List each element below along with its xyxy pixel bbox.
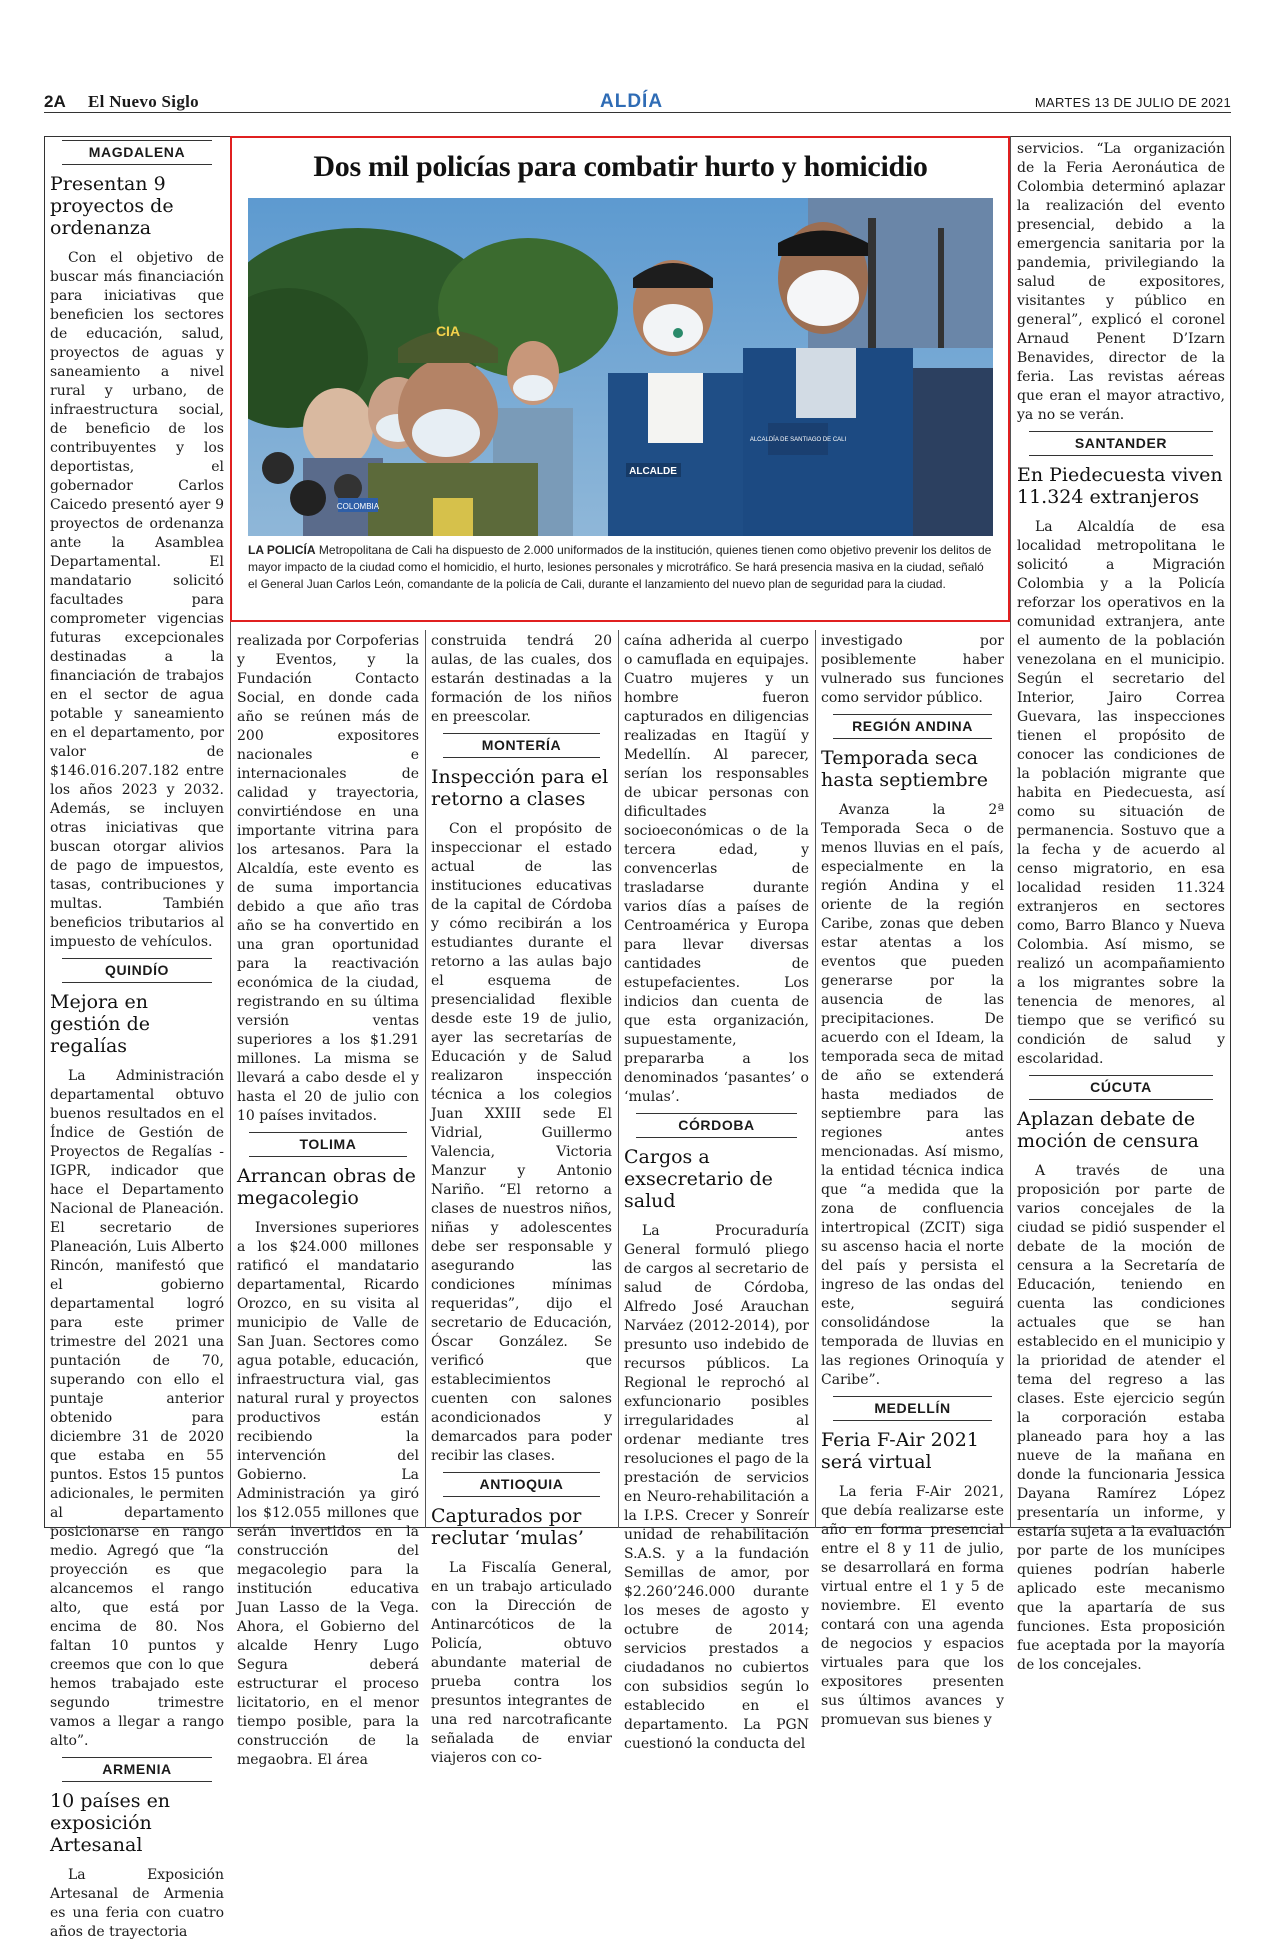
microphone-lettering: COLOMBIA [336, 502, 380, 511]
article-body: Con el objetivo de buscar más financiación para iniciativas que beneficien los sectores de educación, salud, proyectos de aguas y saneamiento a nivel rural y urbano, de infraestructura social, de beneficio de los contribuyentes y los deportistas, el gobernador Carlos Caicedo presentó ayer 9 proyectos de ordenanza ante la Asamblea Departamental. El mandatario solicitó facultades para comprometer vigencias futuras excepcionales destinadas a la financiación de trabajos en el sector de agua potable y saneamiento en el departamento, por valor de $146.016.207.182 entre los años 2023 y 2032. Además, se incluyen otras iniciativas que buscan otorgar alivios de pago de impuestos, tasas, contribuciones y multas. También beneficios tributarios al impuesto de vehículos. [50, 250, 224, 950]
column-5 [821, 632, 1004, 1730]
headline: Cargos a exsecretario de salud [624, 1146, 773, 1212]
article-continuation: construida tendrá 20 aulas, de las cuales, dos estarán destinadas a la formación de los niños en preescolar. [431, 633, 612, 725]
article-body: La Alcaldía de esa localidad metropolitana le solicitó a Migración Colombia y a la Policía reforzar los operativos en la comunidad extranjera, ante el aumento de la población venezolana en el municipio. Según el secretario del Interior, Jairo Correa Guevara, las inspecciones tienen el propósito de conocer las condiciones de la población migrante que habita en Piedecuesta, así como su situación de permanencia. Sostuvo que a la fecha y de acuerdo al censo migratorio, en esa localidad residen 11.324 extranjeros en sectores como, Barro Blanco y Nueva Colombia. Así mismo, se realizó un acompañamiento a los migrantes sobre la tenencia de menores, al tiempo que se verificó su condición de salud y escolaridad. [1017, 519, 1225, 1067]
section-kicker: ARMENIA [62, 1757, 212, 1782]
header-rule [44, 112, 1231, 113]
headline: Presentan 9 proyectos de ordenanza [50, 173, 174, 239]
vest-lettering-alcalde: ALCALDE [629, 466, 677, 477]
section-kicker: QUINDÍO [62, 958, 212, 983]
article-continuation: caína adherida al cuerpo o camuflada en equipajes. Cuatro mujeres y un hombre fueron capturados en diligencias realizadas en Itagüí y Medellín. Al parecer, serían los responsables de ubicar personas con dificultades socioeconómicas o de la tercera edad, y convencerlas de trasladarse durante varios días a países de Centroamérica y Europa para llevar diversas cantidades de estupefacientes. Los indicios dan cuenta de que esta organización, supuestamente, prepararba a los denominados ‘pasantes’ o ‘mulas’. [624, 633, 809, 1105]
column-divider [618, 630, 619, 1528]
vest-lettering-alcaldia: ALCALDÍA DE SANTIAGO DE CALI [749, 437, 847, 443]
headline: Aplazan debate de moción de censura [1017, 1108, 1199, 1152]
caption-text: Metropolitana de Cali ha dispuesto de 2.000 uniformados de la institución, quienes tienen como objetivo prevenir los delitos de mayor impacto de la ciudad como el homicidio, el hurto, lesiones personales y microtráfico. Se hará presencia masiva en la ciudad, señaló el General Juan Carlos León, comandante de la policía de Cali, durante el lanzamiento del nuevo plan de seguridad para la ciudad. [248, 543, 992, 591]
article-body: La Fiscalía General, en un trabajo articulado con la Dirección de Antinarcóticos de la Policía, obtuvo abundante material de prueba contra los presuntos integrantes de una red narcotraficante señalada de enviar viajeros con co- [431, 1560, 612, 1766]
headline: Inspección para el retorno a clases [431, 766, 609, 810]
headline: Temporada seca hasta septiembre [821, 747, 988, 791]
article-body: Con el propósito de inspeccionar el estado actual de las instituciones educativas de la capital de Córdoba y cómo recibirán a los estudiantes durante el retorno a las aulas bajo el esquema de presencialidad flexible desde este 19 de julio, ayer las secretarías de Educación y de Salud realizaron inspección técnica a los colegios Juan XXIII sede El Vidrial, Guillermo Valencia, Victoria Manzur y Antonio Nariño. “El retorno a clases de nuestros niños, niñas y adolescentes debe ser responsable y asegurando las condiciones mínimas requeridas”, dijo el secretario de Educación, Óscar González. Se verificó que establecimientos cuenten con salones acondicionados y demarcados para poder recibir las clases. [431, 821, 612, 1464]
article-continuation: investigado por posiblemente haber vulnerado sus funciones como servidor público. [821, 633, 1004, 706]
section-kicker: MONTERÍA [443, 733, 600, 758]
page-number: 2A [44, 92, 66, 111]
article-body: A través de una proposición por parte de varios concejales de la ciudad se pidió suspender el debate de la moción de censura a la Secretaría de Educación, teniendo en cuenta las condiciones actuales que se han establecido en el municipio y la prioridad de atender el tema del regreso a las clases. Este ejercicio según la corporación estaba planeado para hoy a las nueve de la mañana en donde la funcionaria Jessica Dayana Ramírez López presentaría un informe, y estaría sujeta a la evaluación por parte de los munícipes quienes podrían haberle aplicado este mecanismo que la apartaría de sus funciones. Esta proposición fue aceptada por la mayoría de los concejales. [1017, 1163, 1225, 1673]
section-kicker: MAGDALENA [62, 140, 212, 165]
column-3 [431, 632, 612, 1768]
section-kicker: CÓRDOBA [636, 1113, 797, 1138]
column-1 [50, 140, 224, 1942]
headline: Mejora en gestión de regalías [50, 991, 150, 1057]
column-divider [1010, 136, 1011, 1528]
featured-headline: Dos mil policías para combatir hurto y homicidio [313, 150, 928, 183]
article-body: Inversiones superiores a los $24.000 millones ratificó el mandatario departamental, Ricardo Orozco, en su visita al municipio de Valle de San Juan. Sectores como agua potable, educación, infraestructura vial, gas natural rural y proyectos productivos están recibiendo la intervención del Gobierno. La Administración ya giró los $12.055 millones que serán invertidos en la construcción del megacolegio para la institución educativa Juan Lasso de la Vega. Ahora, el Gobierno del alcalde Henry Lugo Segura deberá estructurar el proceso licitatorio, en el menor tiempo posible, para la construcción de la megaobra. El área [237, 1220, 419, 1768]
featured-caption [248, 542, 993, 593]
headline: En Piedecuesta viven 11.324 extranjeros [1017, 464, 1223, 508]
article-continuation: realizada por Corpoferias y Eventos, y la Fundación Contacto Social, en donde cada año se reúnen más de 200 expositores nacionales e internacionales de calidad y trayectoria, convirtiéndose en una importante vitrina para los artesanos. Para la Alcaldía, este evento es de suma importancia debido a que año tras año se ha convertido en una gran oportunidad para la reactivación económica de la ciudad, registrando en su última versión ventas superiores a los $1.291 millones. La misma se llevará a cabo desde el y hasta el 20 de julio con 10 países invitados. [237, 633, 419, 1124]
section-kicker: TOLIMA [249, 1132, 407, 1157]
section-kicker: CÚCUTA [1029, 1075, 1213, 1100]
article-body: Avanza la 2ª Temporada Seca o de menos lluvias en el país, especialmente en la región Andina y el oriente de la región Caribe, zonas que deben estar atentas a los eventos que pueden generarse por la ausencia de las precipitaciones. De acuerdo con el Ideam, la temporada seca de mitad de año se extenderá hasta mediados de septiembre para las regiones antes mencionadas. Así mismo, la entidad técnica indica que “a medida que la zona de confluencia intertropical (ZCIT) siga su ascenso hacia el norte del país y persista el ingreso de las ondas del este, seguirá consolidándose la temporada de lluvias en las regiones Orinoquía y Caribe”. [821, 802, 1004, 1388]
section-kicker: REGIÓN ANDINA [833, 714, 992, 739]
cap-lettering: CIA [435, 323, 461, 339]
section-kicker: MEDELLÍN [833, 1396, 992, 1421]
featured-photo [248, 198, 993, 536]
headline: Capturados por reclutar ‘mulas’ [431, 1505, 584, 1549]
article-body: La feria F-Air 2021, que debía realizarse este año en forma presencial entre el 8 y 11 de julio, se desarrollará en forma virtual entre el 1 y 5 de noviembre. El evento contará con una agenda de negocios y espacios virtuales para que los expositores presenten sus últimos avances y promuevan sus bienes y [821, 1484, 1004, 1728]
section-kicker: SANTANDER [1029, 431, 1213, 456]
column-6 [1017, 140, 1225, 1675]
headline: 10 países en exposición Artesanal [50, 1790, 171, 1856]
article-continuation: servicios. “La organización de la Feria Aeronáutica de Colombia determinó aplazar la realización del evento presencial, debido a la emergencia sanitaria por la pandemia, privilegiando la salud de expositores, visitantes y público en general”, explicó el coronel Arnaud Penent D’Izarn Benavides, director de la feria. Las revistas aéreas que eran el mayor atractivo, ya no se verán. [1017, 141, 1225, 423]
article-body: La Procuraduría General formuló pliego de cargos al secretario de salud de Córdoba, Alfredo José Arauchan Narváez (2012-2014), por presunto uso indebido de recursos públicos. La Regional le reprochó al exfuncionario posibles irregularidades al ordenar mediante tres resoluciones el pago de la prestación de servicios en Neuro-rehabilitación a la I.P.S. Crecer y Sonreír unidad de rehabilitación S.A.S. y a la fundación Semillas de amor, por $2.260’246.000 durante los meses de agosto y octubre de 2014; servicios prestados a ciudadanos no cubiertos con subsidios según lo establecido en el departamento. La PGN cuestionó la conducta del [624, 1223, 809, 1752]
column-divider [425, 630, 426, 1528]
newspaper-name: El Nuevo Siglo [88, 92, 199, 111]
article-body: La Administración departamental obtuvo buenos resultados en el Índice de Gestión de Proyectos de Regalías - IGPR, indicador que hace el Departamento Nacional de Planeación. El secretario de Planeación, Luis Alberto Rincón, manifestó que el gobierno departamental logró para este primer trimestre del 2021 una puntación de 70, superando con ello el puntaje anterior obtenido para diciembre 31 de 2020 que estaba en 55 puntos. Estos 15 puntos adicionales, le permiten al departamento posicionarse en rango medio. Agregó que “la proyección es que alcancemos el rango alto, que está por encima de 80. Nos faltan 10 puntos y creemos que con lo que hemos trabajado este segundo trimestre vamos a llegar a rango alto”. [50, 1068, 224, 1749]
headline: Arrancan obras de megacolegio [237, 1165, 416, 1209]
article-body: La Exposición Artesanal de Armenia es una feria con cuatro años de trayectoria [50, 1867, 224, 1940]
column-2 [237, 632, 419, 1770]
headline: Feria F-Air 2021 será virtual [821, 1429, 979, 1473]
issue-date: MARTES 13 DE JULIO DE 2021 [1034, 95, 1231, 110]
caption-lead: LA POLICÍA [248, 543, 316, 557]
column-4 [624, 632, 809, 1754]
section-name: ALDÍA [600, 91, 664, 112]
section-kicker: ANTIOQUIA [443, 1472, 600, 1497]
column-divider [815, 630, 816, 1528]
